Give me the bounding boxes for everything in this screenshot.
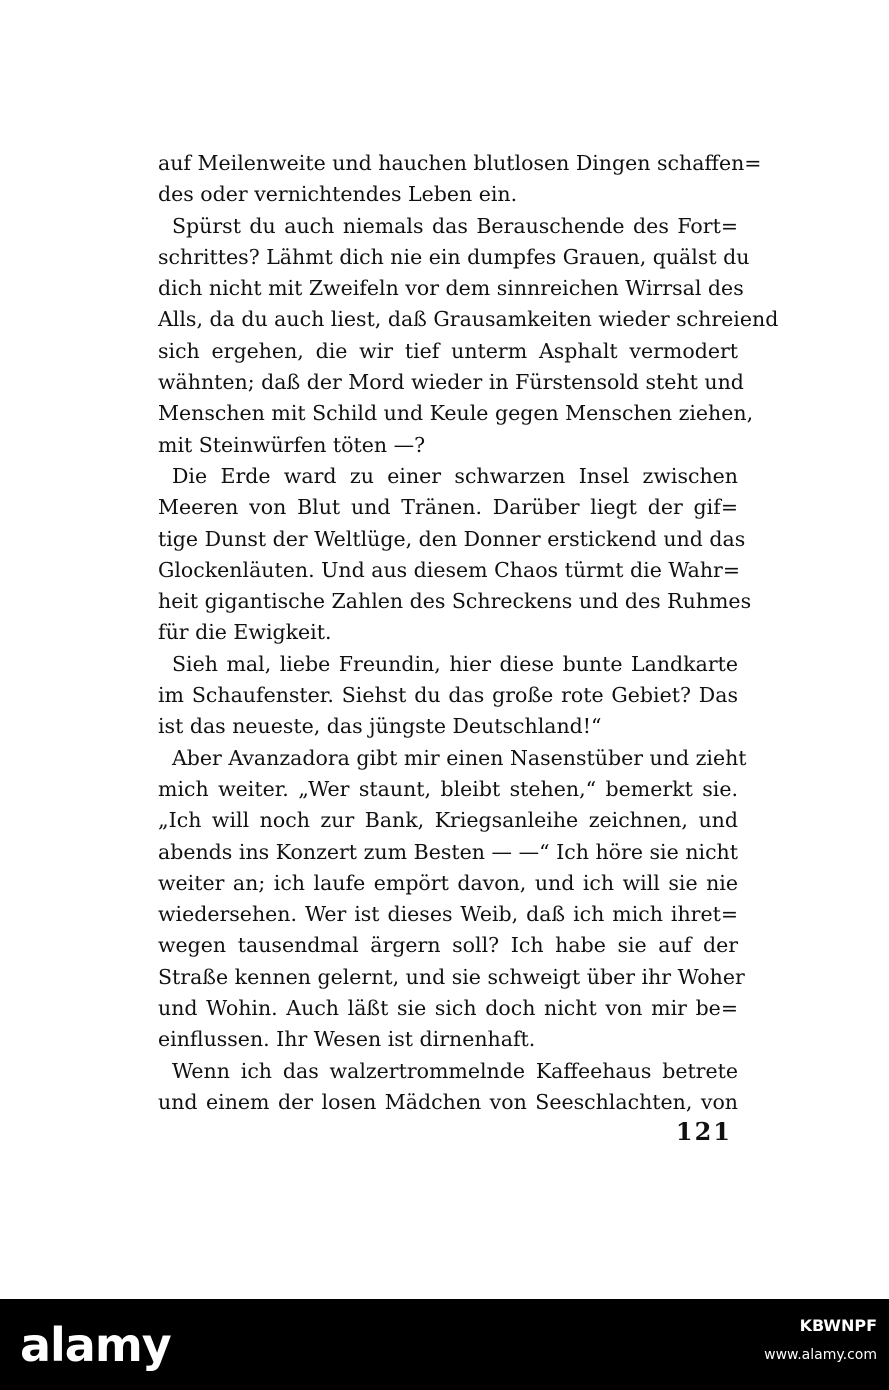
text-line: tige Dunst der Weltlüge, den Donner erstickend und das <box>158 526 746 551</box>
watermark-site: www.alamy.com <box>764 1347 877 1363</box>
text-line: mit Steinwürfen töten —? <box>158 432 426 457</box>
text-line: Straße kennen gelernt, und sie schweigt über ihr Woher <box>158 964 745 989</box>
body-text <box>158 148 779 1118</box>
text-line: einflussen. Ihr Wesen ist dirnenhaft. <box>158 1027 536 1052</box>
text-line: und Wohin. Auch läßt sie sich doch nicht von mir be= <box>158 996 738 1021</box>
text-line: dich nicht mit Zweifeln vor dem sinnreichen Wirrsal des <box>158 276 744 301</box>
text-line: weiter an; ich laufe empört davon, und ich will sie nie <box>158 870 738 895</box>
text-line: schrittes? Lähmt dich nie ein dumpfes Grauen, quälst du <box>158 244 750 269</box>
text-line: Spürst du auch niemals das Berauschende des Fort= <box>172 213 738 238</box>
text-line: und einem der losen Mädchen von Seeschlachten, von <box>158 1089 738 1114</box>
page-number: 121 <box>675 1117 732 1146</box>
text-line: Menschen mit Schild und Keule gegen Menschen ziehen, <box>158 401 754 426</box>
text-line: mich weiter. „Wer staunt, bleibt stehen,“ bemerkt sie. <box>158 776 738 801</box>
text-line: abends ins Konzert zum Besten — —“ Ich höre sie nicht <box>158 839 738 864</box>
text-line: im Schaufenster. Siehst du das große rote Gebiet? Das <box>158 683 738 708</box>
watermark-brand: alamy <box>20 1318 171 1372</box>
text-line: wegen tausendmal ärgern soll? Ich habe sie auf der <box>158 933 738 958</box>
text-line: Alls, da du auch liest, daß Grausamkeiten wieder schreiend <box>158 307 779 332</box>
text-line: für die Ewigkeit. <box>158 620 332 645</box>
text-line: Sieh mal, liebe Freundin, hier diese bunte Landkarte <box>172 651 738 676</box>
text-line: Aber Avanzadora gibt mir einen Nasenstüber und zieht <box>172 745 747 770</box>
text-line: auf Meilenweite und hauchen blutlosen Dingen schaffen= <box>158 151 762 175</box>
text-line: sich ergehen, die wir tief unterm Asphalt vermodert <box>158 338 738 363</box>
text-line: wiedersehen. Wer ist dieses Weib, daß ich mich ihret= <box>158 902 738 927</box>
text-line: heit gigantische Zahlen des Schreckens und des Ruhmes <box>158 589 752 614</box>
text-line: Meeren von Blut und Tränen. Darüber liegt der gif= <box>158 495 738 520</box>
text-line: Glockenläuten. Und aus diesem Chaos türmt die Wahr= <box>158 557 741 582</box>
text-line: Die Erde ward zu einer schwarzen Insel zwischen <box>172 463 738 488</box>
text-line: Wenn ich das walzertrommelnde Kaffeehaus betrete <box>172 1058 738 1083</box>
text-line: ist das neueste, das jüngste Deutschland!“ <box>158 714 602 739</box>
watermark-image-id: KBWNPF <box>799 1316 877 1335</box>
text-line: „Ich will noch zur Bank, Kriegsanleihe zeichnen, und <box>158 808 738 833</box>
text-line: des oder vernichtendes Leben ein. <box>158 182 518 207</box>
text-line: wähnten; daß der Mord wieder in Fürstensold steht und <box>158 370 744 395</box>
